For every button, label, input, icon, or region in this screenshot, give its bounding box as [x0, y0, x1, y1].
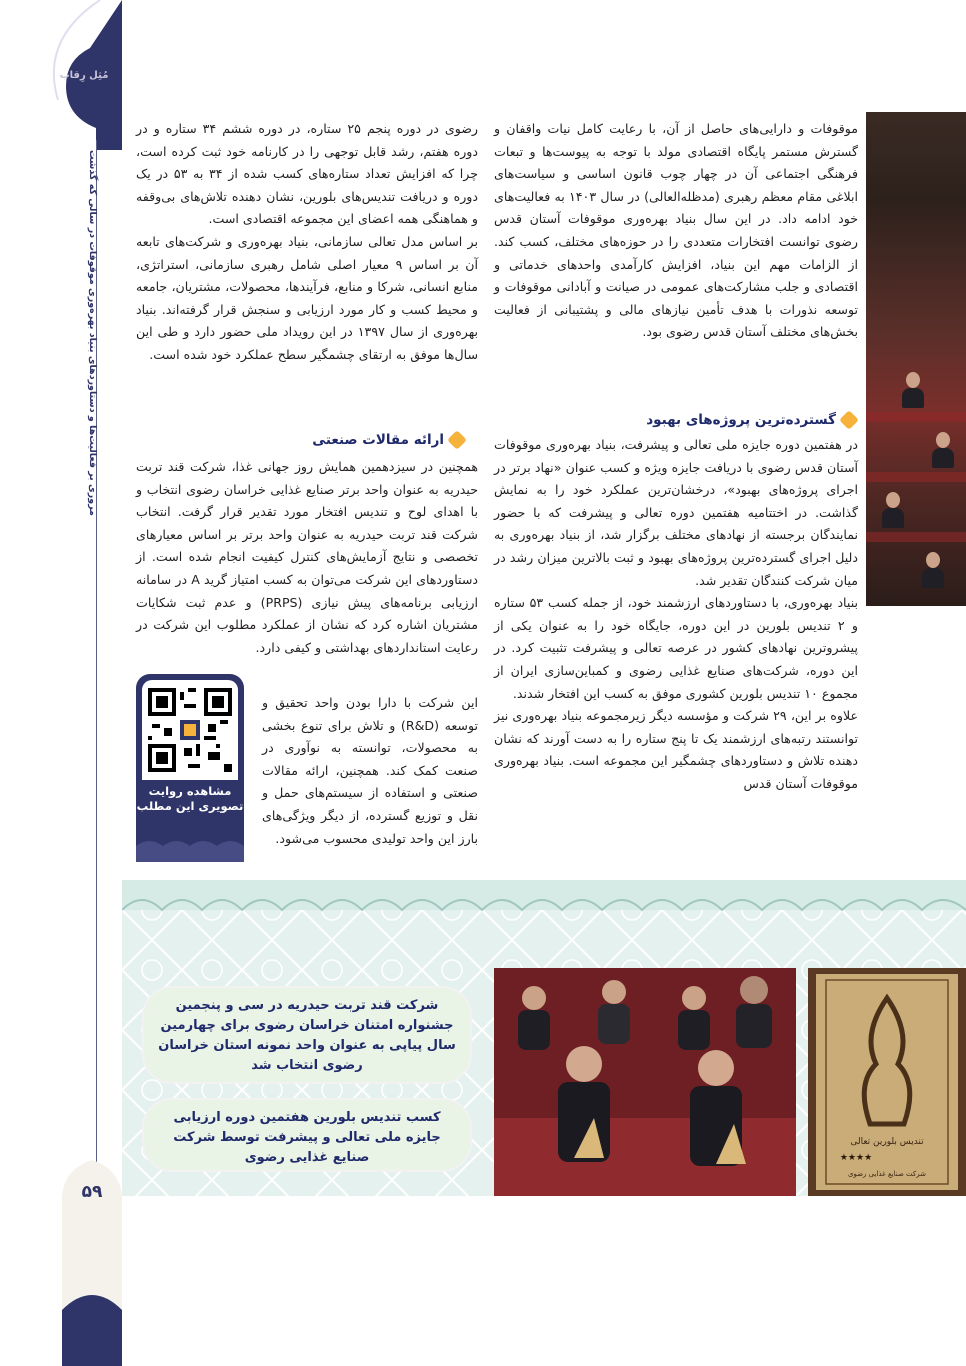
heading-text: گسترده‌ترین پروژه‌های بهبود: [646, 412, 836, 428]
award-plaque: [808, 968, 966, 1196]
left-column-end: [262, 692, 478, 850]
qr-code[interactable]: [142, 680, 238, 780]
bullet-icon: [447, 430, 467, 450]
paragraph: این شرکت با دارا بودن واحد تحقیق و توسعه (R&D) و تلاش برای تنوع بخشی به محصولات، توانسته به نوآوری در صنعت کمک کند. همچنین، ارائه مقالات صنعتی و استفاده از سیستم‌های حمل و نقل و توزیع گسترده، از دیگر ویژگی‌های بارز این واحد تولیدی محسوب می‌شود.: [262, 695, 478, 846]
award-ceremony-photo: [494, 968, 796, 1196]
magazine-logo: مُثِل رِقاب: [59, 70, 109, 81]
callout-first-text: شرکت قند تربت حیدریه در سی و پنجمین جشنواره امتنان خراسان رضوی برای چهارمین سال پیاپی به عنوان واحد نمونه استان خراسان رضوی انتخاب شد: [158, 998, 456, 1073]
heading-text: ارائه مقالات صنعتی: [312, 432, 444, 448]
plaque-caption: شرکت صنایع غذایی رضوی: [848, 1170, 926, 1178]
audience-photo: [866, 112, 966, 606]
paragraph: بنیاد بهره‌وری، با دستاوردهای ارزشمند خود، از جمله کسب ۵۳ ستاره و ۲ تندیس بلورین در این دوره، جایگاه خود را به عنوان یکی از پیشروترین نهادهای کشور در عرصه تعالی و پیشرفت تثبیت کرد. در این دوره، شرکت‌های صنایع غذایی رضوی و کمباین‌سازی ایران از مجموع ۱۰ تندیس بلورین کشوری موفق به کسب این افتخار شدند.: [494, 595, 858, 701]
section-heading-articles: [250, 432, 464, 448]
paragraph: موقوفات و دارایی‌های حاصل از آن، با رعایت کامل نیات واقفان و گسترش مستمر پایگاه اقتصادی مولد با توجه به پیوست‌ها و تبعات فرهنگی اجتماعی آن در چهار چوب قانون اساسی و سیاست‌های ابلاغی مقام معظم رهبری (مدظله‌العالی) در سال ۱۴۰۳ به فعالیت‌های خود ادامه داد. در این سال بنیاد بهره‌وری موقوفات آستان قدس رضوی توانست افتخارات متعددی را در حوزه‌های مختلف، کسب کند. از الزامات مهم این بنیاد، افزایش کارآمدی واحدهای خدماتی و اقتصادی و جلب مشارکت‌های عمومی در صیانت و آبادانی موقوفات و توسعه نذورات با هدف تأمین نیازهای مالی و پشتیبانی از فعالیت بخش‌های مختلف آستان قدس رضوی بود.: [494, 121, 858, 340]
right-column-body: [494, 434, 858, 796]
left-column-intro: [136, 118, 478, 367]
plaque-emblem: [816, 974, 958, 1190]
paragraph: در هفتمین دوره جایزه ملی تعالی و پیشرفت، بنیاد بهره‌وری موقوفات آستان قدس رضوی با دریافت جایزه ویژه و کسب عنوان «نهاد برتر در اجرای پروژه‌های بهبود»، درخشان‌ترین عملکرد خود را به نمایش گذاشت. در اختتامیه هفتمین دوره تعالی و پیشرفت که با حضور نمایندگان برجسته از نهادهای مختلف برگزار شد، از بنیاد بهره‌وری به دلیل اجرای گسترده‌ترین پروژه‌های بهبود و ثبت بالاترین میزان رشد در میان شرکت کنندگان تقدیر شد.: [494, 437, 858, 588]
qr-code-icon: [148, 686, 232, 774]
page-number: ۵۹: [81, 1182, 103, 1202]
left-column-body: [136, 456, 478, 659]
right-column-intro: [494, 118, 858, 344]
paragraph: بر اساس مدل تعالی سازمانی، بنیاد بهره‌وری و شرکت‌های تابعه آن بر اساس ۹ معیار اصلی شامل رهبری سازمانی، استراتژی، منابع انسانی، شرکا و منابع، فرآیندها، محصولات، مشتریان، جامعه و محیط کسب و کار مورد ارزیابی و سنجش قرار گرفته‌اند. بنیاد بهره‌وری از سال ۱۳۹۷ در این رویداد ملی حضور دارد و طی این سال‌ها موفق به ارتقای چشمگیر سطح عملکرد خود شده است.: [136, 233, 478, 362]
callout-first: [142, 986, 472, 1084]
qr-code-box[interactable]: [136, 674, 244, 862]
plaque-stars: ★★★★: [839, 1153, 873, 1163]
qr-box-pattern: [136, 836, 244, 862]
bullet-icon: [839, 410, 859, 430]
section-heading-improvement: [560, 412, 856, 428]
paragraph: همچنین در سیزدهمین همایش روز جهانی غذا، شرکت قند تربت حیدریه به عنوان واحد برتر صنایع غذایی خراسان رضوی انتخاب و با اهدای لوح و تندیس افتخار مورد تقدیر قرار گرفت. انتخاب شرکت قند تربت حیدریه به عنوان واحد برتر بر اساس معیارهای تخصصی و نتایج آزمایش‌های کنترل کیفیت انجام شده است. از دستاوردهای این شرکت می‌توان به کسب امتیاز گرید A در سامانه ارزیابی برنامه‌های پیش نیازی (PRPS) و عدم ثبت شکایات مشتریان اشاره کرد که نشان از عملکرد مطلوب این شرکت در رعایت استانداردهای بهداشتی و کیفی دارد.: [136, 459, 478, 655]
plaque-title: تندیس بلورین تعالی: [850, 1137, 924, 1147]
qr-label: مشاهده روایت تصویری این مطلب: [136, 784, 244, 813]
paragraph: علاوه بر این، ۲۹ شرکت و مؤسسه دیگر زیرمجموعه بنیاد بهره‌وری نیز توانستند رتبه‌های ارزشمند یک تا پنج ستاره را به دست آورند که نشان دهنده تلاش و دستاوردهای چشمگیر این مجموعه است. بنیاد بهره‌وری موقوفات آستان قدس: [494, 708, 858, 791]
callout-second-text: کسب تندیس بلورین هفتمین دوره ارزیابی جایزه ملی تعالی و پیشرفت توسط شرکت صنایع غذایی رضوی: [173, 1110, 441, 1165]
paragraph: رضوی در دوره پنجم ۲۵ ستاره، در دوره ششم ۳۴ ستاره و در دوره هفتم، رشد قابل توجهی را در کارنامه خود ثبت کرده است، چرا که افزایش تعداد ستاره‌های کسب شده از ۳۴ به ۵۳ در یک دوره و دریافت تندیس‌های بلورین، نشان دهنده تلاش‌های بی‌وقفه و هماهنگی همه اعضای این مجموعه اقتصادی است.: [136, 121, 479, 227]
left-sidebar: [0, 0, 122, 1366]
callout-second: [142, 1098, 472, 1172]
running-title: مروری بر فعالیت‌ها و دستاوردهای بنیاد بهره‌وری موقوفات در سالی که گذشت: [87, 150, 98, 516]
